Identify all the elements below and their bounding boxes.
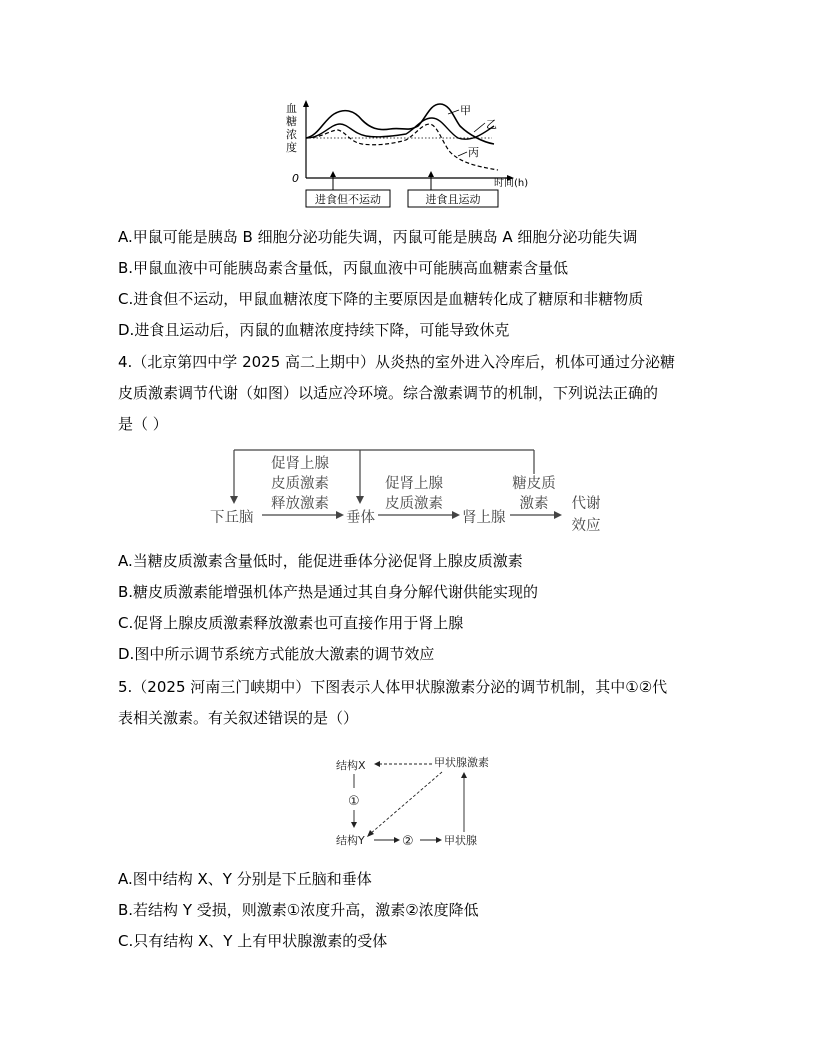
metabolic-effect-label	[572, 495, 601, 534]
svg-text:皮质激素: 皮质激素	[271, 476, 329, 492]
hypothalamus-label: 下丘脑	[210, 510, 254, 526]
structure-y-label: 结构Y	[336, 834, 365, 847]
curve-label-bing: 丙	[468, 146, 479, 159]
q4-stem-line-3: 是（ ）	[118, 415, 168, 433]
adrenal-label: 肾上腺	[462, 510, 506, 526]
structure-x-label: 结构X	[336, 759, 366, 772]
event-box-exercise-label: 进食且运动	[425, 193, 481, 206]
svg-text:效应: 效应	[571, 518, 601, 534]
origin-label: 0	[292, 172, 299, 185]
q3-option-d: D.进食且运动后，丙鼠的血糖浓度持续下降，可能导致休克	[118, 321, 510, 339]
thyroid-regulation-figure	[334, 752, 506, 852]
q4-option-c: C.促肾上腺皮质激素释放激素也可直接作用于肾上腺	[118, 614, 464, 632]
curve-label-jia: 甲	[460, 104, 471, 117]
svg-text:糖: 糖	[286, 115, 297, 128]
hpa-axis-figure	[206, 444, 610, 536]
q3-option-b: B.甲鼠血液中可能胰岛素含量低，丙鼠血液中可能胰高血糖素含量低	[118, 259, 569, 277]
q4-option-b: B.糖皮质激素能增强机体产热是通过其自身分解代谢供能实现的	[118, 583, 539, 601]
q3-option-a: A.甲鼠可能是胰岛 B 细胞分泌功能失调，丙鼠可能是胰岛 A 细胞分泌功能失调	[118, 228, 638, 246]
svg-text:释放激素: 释放激素	[271, 496, 329, 512]
q5-stem-line-2: 表相关激素。有关叙述错误的是（）	[118, 709, 359, 727]
q5-stem-line-1: 5.（2025 河南三门峡期中）下图表示人体甲状腺激素分泌的调节机制，其中①②代	[118, 678, 668, 696]
thyroid-hormone-label: 甲状腺激素	[434, 756, 489, 769]
x-axis-label: 时间(h)	[494, 178, 529, 189]
hormone-2-label: ②	[402, 834, 414, 849]
q5-option-b: B.若结构 Y 受损，则激素①浓度升高，激素②浓度降低	[118, 901, 479, 919]
q5-option-c: C.只有结构 X、Y 上有甲状腺激素的受体	[118, 932, 388, 950]
svg-text:激素: 激素	[519, 496, 549, 512]
blood-glucose-figure	[282, 98, 542, 210]
q4-option-d: D.图中所示调节系统方式能放大激素的调节效应	[118, 645, 435, 663]
svg-text:皮质激素: 皮质激素	[385, 496, 443, 512]
svg-text:促肾上腺: 促肾上腺	[385, 476, 443, 492]
event-box-no-exercise-label: 进食但不运动	[315, 193, 381, 206]
acth-label	[385, 474, 443, 512]
q3-option-c: C.进食但不运动，甲鼠血糖浓度下降的主要原因是血糖转化成了糖原和非糖物质	[118, 290, 644, 308]
svg-text:浓: 浓	[286, 128, 297, 141]
svg-text:度: 度	[286, 141, 297, 154]
glucocorticoid-label	[512, 474, 556, 512]
q4-stem-line-1: 4.（北京第四中学 2025 高二上期中）从炎热的室外进入冷库后，机体可通过分泌糖	[118, 353, 676, 371]
svg-text:糖皮质: 糖皮质	[512, 476, 556, 492]
crh-label	[271, 454, 329, 512]
q4-stem-line-2: 皮质激素调节代谢（如图）以适应冷环境。综合激素调节的机制，下列说法正确的	[118, 384, 659, 402]
pituitary-label: 垂体	[346, 510, 375, 526]
svg-text:促肾上腺: 促肾上腺	[271, 456, 329, 472]
hormone-1-label: ①	[348, 794, 360, 809]
svg-text:血: 血	[286, 102, 297, 115]
curve-label-yi: 乙	[486, 118, 497, 131]
q5-option-a: A.图中结构 X、Y 分别是下丘脑和垂体	[118, 870, 372, 888]
y-axis-label	[286, 102, 297, 154]
q4-option-a: A.当糖皮质激素含量低时，能促进垂体分泌促肾上腺皮质激素	[118, 552, 523, 570]
thyroid-label: 甲状腺	[444, 834, 477, 847]
svg-text:代谢: 代谢	[571, 496, 601, 512]
